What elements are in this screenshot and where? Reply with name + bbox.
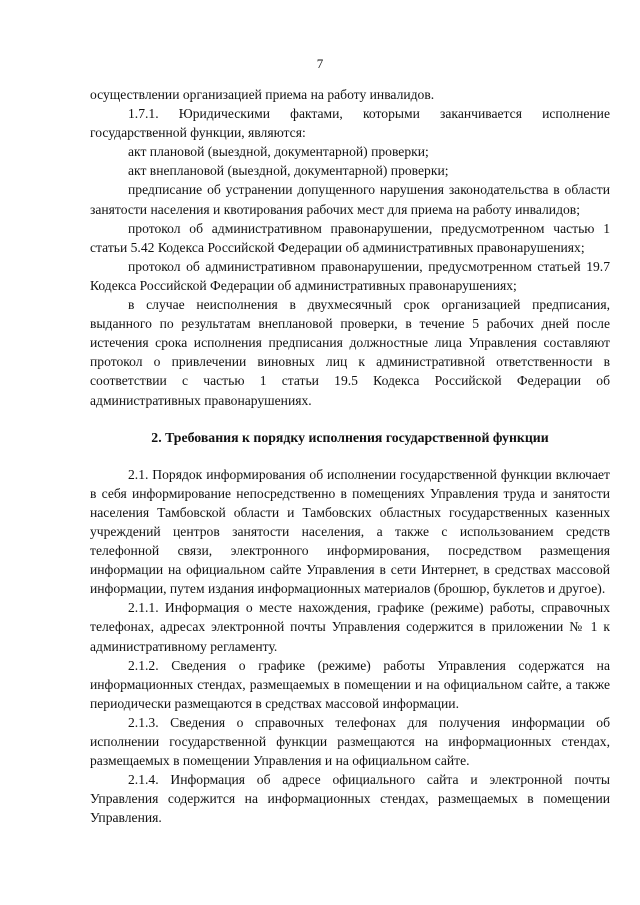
list-item: акт внеплановой (выездной, документарной) проверки; bbox=[128, 163, 449, 179]
list-item: протокол об административном правонарушении, предусмотренном частью 1 статьи 5.42 Кодекса Российской Федерации об административных правонарушениях; bbox=[90, 220, 610, 255]
paragraph: 2.1.3. Сведения о справочных телефонах для получения информации об исполнении государственной функции размещаются на информационных стендах, размещаемых в помещении Управления и на официальном сайте. bbox=[90, 714, 610, 769]
paragraph: 1.7.1. Юридическими фактами, которыми заканчивается исполнение государственной функции, являются: bbox=[90, 106, 610, 141]
paragraph: 2.1.4. Информация об адресе официального сайта и электронной почты Управления содержится на информационных стендах, размещаемых в помещении Управления. bbox=[90, 772, 610, 826]
paragraph: 2.1.1. Информация о месте нахождения, графике (режиме) работы, справочных телефонах, адресах электронной почты Управления содержится в приложении № 1 к административному регламенту. bbox=[90, 600, 610, 654]
paragraph: осуществлении организацией приема на работу инвалидов. bbox=[90, 87, 435, 102]
section-heading: 2. Требования к порядку исполнения государственной функции bbox=[151, 429, 549, 445]
paragraph: 2.1.2. Сведения о графике (режиме) работы Управления содержатся на информационных стендах, размещаемых в помещении и на официальном сайте, а также периодически размещаются в средствах массовой информации. bbox=[90, 657, 610, 711]
list-item: акт плановой (выездной, документарной) проверки; bbox=[128, 144, 429, 160]
document-body bbox=[90, 85, 610, 827]
page-number: 7 bbox=[316, 56, 324, 71]
list-item: протокол об административном правонарушении, предусмотренном статьей 19.7 Кодекса Российской Федерации об административных правонарушениях; bbox=[90, 258, 610, 293]
paragraph: 2.1. Порядок информирования об исполнении государственной функции включает в себя информирование непосредственно в помещениях Управления труда и занятости населения Тамбовской области и Тамбовских областных государственных казенных учреждений центров занятости населения, а также с использованием средств телефонной связи, электронного информирования, посредством размещения информации на официальном сайте Управления в сети Интернет, в средствах массовой информации, путем издания информационных материалов (брошюр, буклетов и другое). bbox=[90, 466, 610, 597]
list-item: в случае неисполнения в двухмесячный срок организацией предписания, выданного по результатам внеплановой проверки, в течение 5 рабочих дней после истечения срока исполнения предписания должностные лица Управления составляют протокол о привлечении виновных лиц к административной ответственности в соответствии с частью 1 статьи 19.5 Кодекса Российской Федерации об административных правонарушениях. bbox=[90, 297, 610, 408]
list-item: предписание об устранении допущенного нарушения законодательства в области занятости населения и квотирования рабочих мест для приема на работу инвалидов; bbox=[90, 182, 610, 217]
